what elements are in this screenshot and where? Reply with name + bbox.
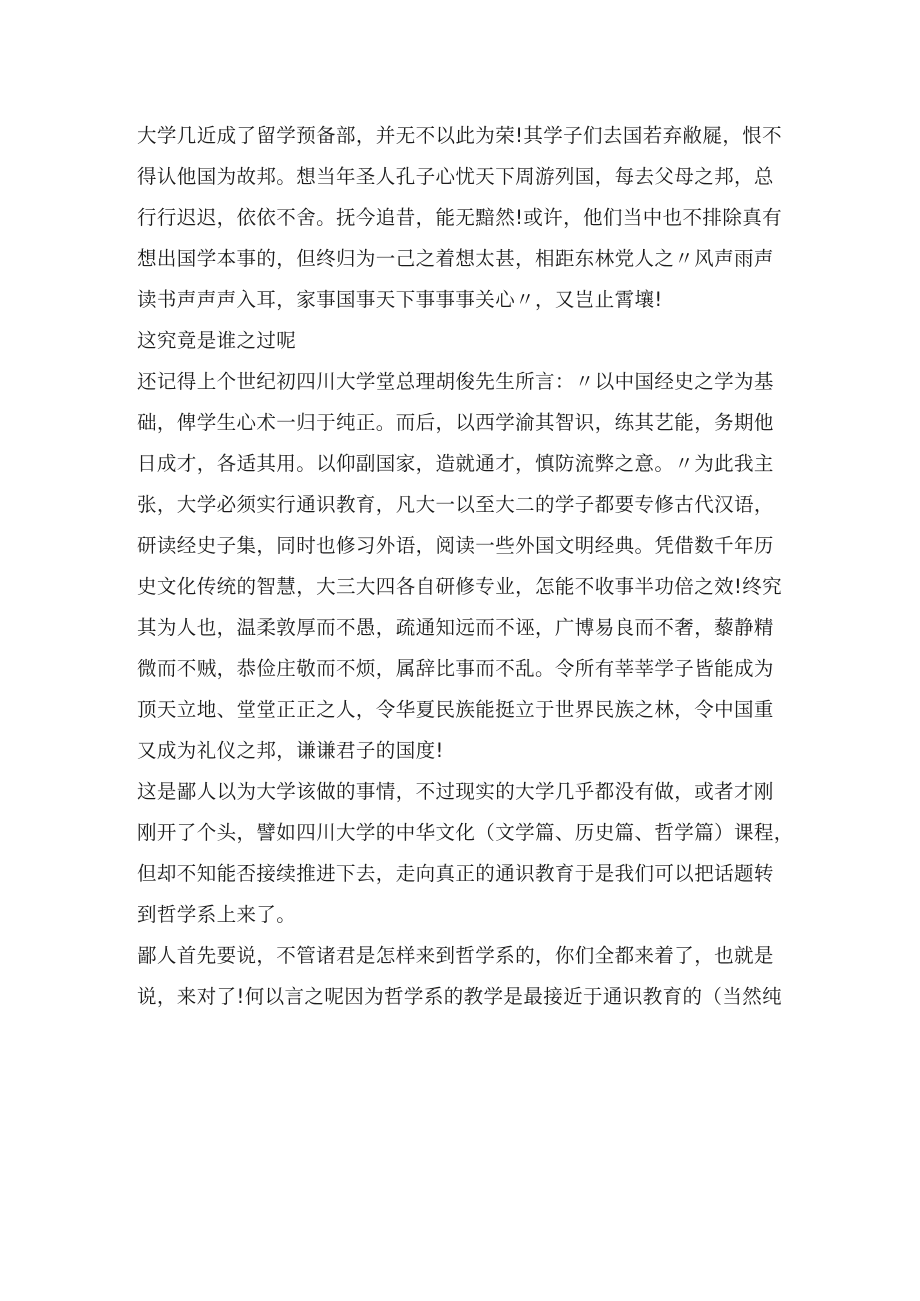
text-line: 这是鄙人以为大学该做的事情，不过现实的大学几乎都没有做，或者才刚 xyxy=(137,780,774,803)
text-line: 其为人也，温柔敦厚而不愚，疏通知远而不诬，广博易良而不奢，藜静精 xyxy=(137,616,774,639)
text-line: 得认他国为故邦。想当年圣人孔子心忧天下周游列国，每去父母之邦，总 xyxy=(137,165,774,188)
text-line: 研读经史子集，同时也修习外语，阅读一些外国文明经典。凭借数千年历 xyxy=(137,534,774,557)
paragraph-3 xyxy=(137,361,797,771)
text-line: 读书声声声入耳，家事国事天下事事事关心〃，又岂止霄壤! xyxy=(137,288,663,311)
paragraph-1 xyxy=(137,115,797,320)
document-body xyxy=(137,115,797,1017)
text-line: 大学几近成了留学预备部，并无不以此为荣!其学子们去国若弃敝屣，恨不 xyxy=(137,124,783,147)
text-line: 张，大学必须实行通识教育，凡大一以至大二的学子都要专修古代汉语， xyxy=(137,493,774,516)
text-line: 但却不知能否接续推进下去，走向真正的通识教育于是我们可以把话题转 xyxy=(137,862,774,885)
text-line: 这究竟是谁之过呢 xyxy=(137,329,297,352)
text-line: 日成才，各适其用。以仰副国家，造就通才，慎防流弊之意。〃为此我主 xyxy=(137,452,774,475)
text-line: 刚开了个头，譬如四川大学的中华文化（文学篇、历史篇、哲学篇）课程， xyxy=(137,821,794,844)
text-line: 到哲学系上来了。 xyxy=(137,903,297,926)
text-line: 又成为礼仪之邦，谦谦君子的国度! xyxy=(137,739,444,762)
text-line: 微而不贼，恭俭庄敬而不烦，属辞比事而不乱。令所有莘莘学子皆能成为 xyxy=(137,657,774,680)
text-line: 想出国学本事的，但终归为一己之着想太甚，相距东林党人之〃风声雨声 xyxy=(137,247,774,270)
text-line: 还记得上个世纪初四川大学堂总理胡俊先生所言：〃以中国经史之学为基 xyxy=(137,370,774,393)
paragraph-5 xyxy=(137,935,797,1017)
paragraph-4 xyxy=(137,771,797,935)
text-line: 行行迟迟，依依不舍。抚今追昔，能无黯然!或许，他们当中也不排除真有 xyxy=(137,206,783,229)
text-line: 顶天立地、堂堂正正之人，令华夏民族能挺立于世界民族之林，令中国重 xyxy=(137,698,774,721)
text-line: 说，来对了!何以言之呢因为哲学系的教学是最接近于通识教育的（当然纯 xyxy=(137,985,783,1008)
text-line: 础，俾学生心术一归于纯正。而后，以西学渝其智识，练其艺能，务期他 xyxy=(137,411,774,434)
text-line: 史文化传统的智慧，大三大四各自研修专业，怎能不收事半功倍之效!终究 xyxy=(137,575,783,598)
text-line: 鄙人首先要说，不管诸君是怎样来到哲学系的，你们全都来着了，也就是 xyxy=(137,944,774,967)
paragraph-2-heading xyxy=(137,320,797,361)
